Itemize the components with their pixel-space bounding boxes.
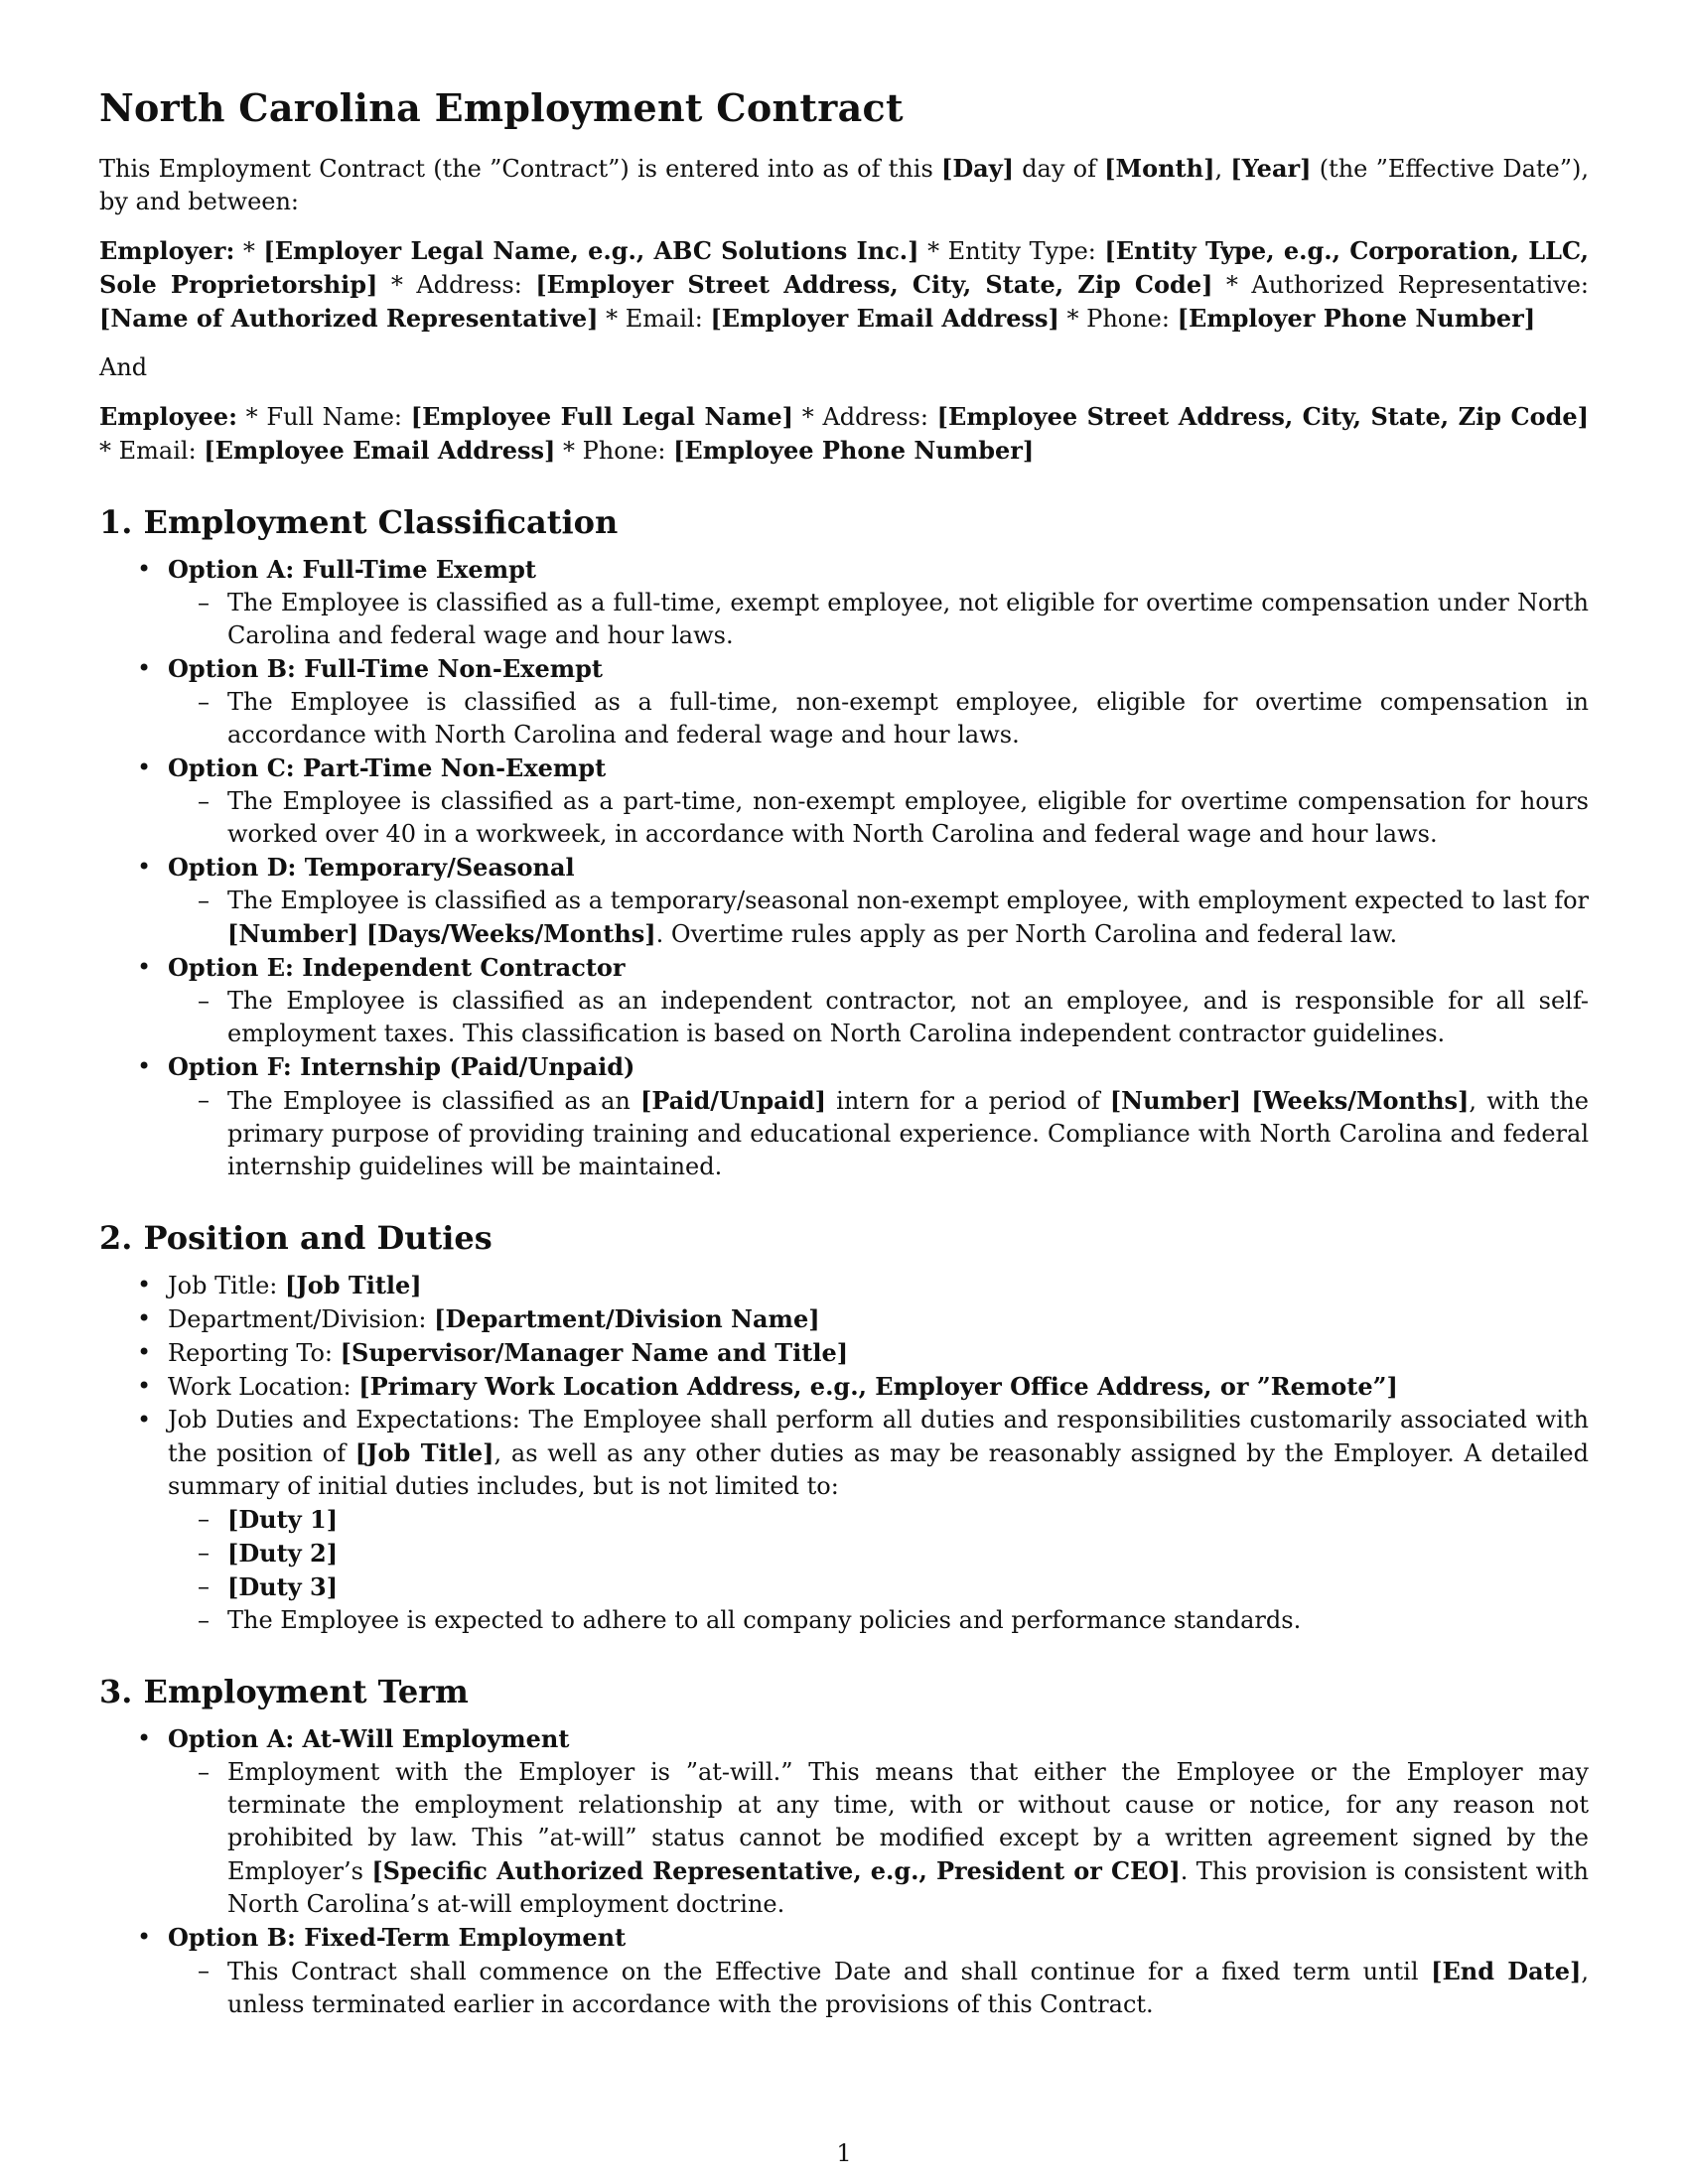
employee-phone: [Employee Phone Number] [673,436,1035,465]
option-item: • Option A: Full-Time Exempt – The Employee is classified as a full-time, exempt employee, not eligible for overtime compensation under North Carolina and federal wage and hour laws. [99,553,1589,652]
duty-item: – The Employee is expected to adhere to all company policies and performance standards. [168,1604,1589,1637]
section-heading-term: 3. Employment Term [99,1673,469,1710]
option-description: – The Employee is classified as a full-time, exempt employee, not eligible for overtime compensation under North Carolina and federal wage and hour laws. [168,587,1589,652]
employer-address: [Employer Street Address, City, State, Zip Code] [535,270,1213,299]
duty-item: – [Duty 3] [168,1570,1589,1604]
department-item: • Department/Division: [Department/Division Name] [99,1302,1589,1336]
employer-phone: [Employer Phone Number] [1177,304,1536,333]
duty-item: – [Duty 2] [168,1537,1589,1570]
employee-name: [Employee Full Legal Name] [410,402,793,431]
year-placeholder: [Year] [1230,154,1312,183]
month-placeholder: [Month] [1104,154,1215,183]
document-title: North Carolina Employment Contract [99,85,904,130]
reporting-item: • Reporting To: [Supervisor/Manager Name and Title] [99,1336,1589,1370]
option-description: – This Contract shall commence on the Effective Date and shall continue for a fixed term until [End Date], unless terminated earlier in accordance with the provisions of this Contract. [168,1955,1589,2021]
employee-email: [Employee Email Address] [204,436,556,465]
work-location-item: • Work Location: [Primary Work Location Address, e.g., Employer Office Address, or ”Remote”] [99,1370,1589,1404]
option-description: – The Employee is classified as a full-time, non-exempt employee, eligible for overtime compensation in accordance with North Carolina and federal wage and hour laws. [168,686,1589,751]
employer-heading: Employer: [99,236,235,265]
job-duties-item: • Job Duties and Expectations: The Employee shall perform all duties and responsibilities customarily associated with the position of [Job Title], as well as any other duties as may be reasonably assigned by the Employer. A detailed summary of initial duties includes, but is not limited to: – [Duty 1] – [Duty 2] – [Duty 3] – The Employee is expected to adhere to all company policies and performance standards. [99,1404,1589,1637]
job-title-item: • Job Title: [Job Title] [99,1269,1589,1302]
and-text: And [99,353,148,381]
option-item: • Option B: Fixed-Term Employment – This Contract shall commence on the Effective Date and shall continue for a fixed term until [End Date], unless terminated earlier in accordance with the provisions of this Contract. [99,1921,1589,2021]
option-item: • Option E: Independent Contractor – The Employee is classified as an independent contractor, not an employee, and is responsible for all self-employment taxes. This classification is based on North Carolina independent contractor guidelines. [99,951,1589,1050]
classification-options [99,553,1589,1183]
intro-paragraph: This Employment Contract (the ”Contract”) is entered into as of this [Day] day of [Month], [Year] (the ”Effective Date”), by and between: [99,154,1589,215]
day-placeholder: [Day] [940,154,1014,183]
option-item: • Option D: Temporary/Seasonal – The Employee is classified as a temporary/seasonal non-exempt employee, with employment expected to last for [Number] [Days/Weeks/Months]. Overtime rules apply as per North Carolina and federal law. [99,851,1589,951]
employer-entity-type: [Entity Type, e.g., Corporation, LLC, Sole Proprietorship] [99,236,1589,299]
option-description: – The Employee is classified as an [Paid/Unpaid] intern for a period of [Number] [Weeks/Months], with the primary purpose of providing training and educational experience. Compliance with North Carolina and federal internship guidelines will be maintained. [168,1084,1589,1183]
duty-item: – [Duty 1] [168,1503,1589,1537]
option-description: – The Employee is classified as an independent contractor, not an employee, and is responsible for all self-employment taxes. This classification is based on North Carolina independent contractor guidelines. [168,985,1589,1050]
option-item: • Option C: Part-Time Non-Exempt – The Employee is classified as a part-time, non-exempt employee, eligible for overtime compensation for hours worked over 40 in a workweek, in accordance with North Carolina and federal wage and hour laws. [99,751,1589,851]
option-item: • Option B: Full-Time Non-Exempt – The Employee is classified as a full-time, non-exempt employee, eligible for overtime compensation in accordance with North Carolina and federal wage and hour laws. [99,652,1589,751]
option-description: – The Employee is classified as a temporary/seasonal non-exempt employee, with employment expected to last for [Number] [Days/Weeks/Months]. Overtime rules apply as per North Carolina and federal law. [168,885,1589,951]
option-description: – The Employee is classified as a part-time, non-exempt employee, eligible for overtime compensation for hours worked over 40 in a workweek, in accordance with North Carolina and federal wage and hour laws. [168,785,1589,851]
option-item: • Option F: Internship (Paid/Unpaid) – The Employee is classified as an [Paid/Unpaid] intern for a period of [Number] [Weeks/Months], with the primary purpose of providing training and educational experience. Compliance with North Carolina and federal internship guidelines will be maintained. [99,1050,1589,1183]
employer-block: Employer: * [Employer Legal Name, e.g., ABC Solutions Inc.] * Entity Type: [Entity Type, e.g., Corporation, LLC, Sole Proprietorship] * Address: [Employer Street Address, City, State, Zip Code] * Authorized Representative: [Name of Authorized Representative] * Email: [Employer Email Address] * Phone: [Employer Phone Number] [99,236,1590,333]
employee-address: [Employee Street Address, City, State, Zip Code] [936,402,1590,431]
employee-block: Employee: * Full Name: [Employee Full Legal Name] * Address: [Employee Street Address, City, State, Zip Code] * Email: [Employee Email Address] * Phone: [Employee Phone Number] [99,402,1590,465]
option-description: – Employment with the Employer is ”at-will.” This means that either the Employee or the Employer may terminate the employment relationship at any time, with or without cause or notice, for any reason not prohibited by law. This ”at-will” status cannot be modified except by a written agreement signed by the Employer’s [Specific Authorized Representative, e.g., President or CEO]. This provision is consistent with North Carolina’s at-will employment doctrine. [168,1756,1589,1921]
document-page [99,85,1589,2021]
section-heading-classification: 1. Employment Classification [99,503,619,541]
employer-representative: [Name of Authorized Representative] [99,304,599,333]
section-heading-position: 2. Position and Duties [99,1219,492,1257]
option-item: • Option A: At-Will Employment – Employment with the Employer is ”at-will.” This means that either the Employee or the Employer may terminate the employment relationship at any time, with or without cause or notice, for any reason not prohibited by law. This ”at-will” status cannot be modified except by a written agreement signed by the Employer’s [Specific Authorized Representative, e.g., President or CEO]. This provision is consistent with North Carolina’s at-will employment doctrine. [99,1722,1589,1921]
position-list [99,1269,1589,1637]
employer-name: [Employer Legal Name, e.g., ABC Solutions Inc.] [263,236,919,265]
term-options [99,1722,1589,2021]
page-number: 1 [836,2139,852,2167]
employee-heading: Employee: [99,402,237,431]
employer-email: [Employer Email Address] [710,304,1059,333]
